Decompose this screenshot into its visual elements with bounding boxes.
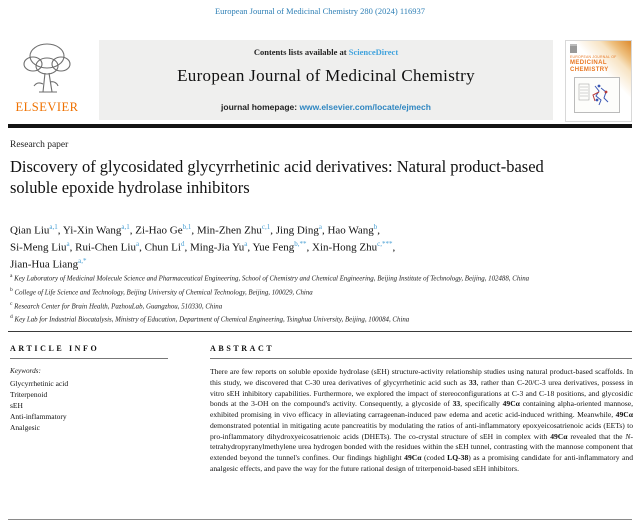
author-separator: , <box>392 241 396 254</box>
author-name: Zi-Hao Ge <box>135 224 183 237</box>
author-separator: , <box>306 241 313 254</box>
article-type-label: Research paper <box>10 140 69 150</box>
cover-title-line3: CHEMISTRY <box>570 67 609 73</box>
contents-line-prefix: Contents lists available at <box>253 47 349 57</box>
keyword-item: Glycyrrhetinic acid <box>10 379 69 388</box>
author-name: Min-Zhen Zhu <box>196 224 262 237</box>
affiliation-row <box>10 312 630 326</box>
section-divider-top <box>8 331 632 332</box>
sciencedirect-link[interactable]: ScienceDirect <box>348 47 399 57</box>
elsevier-tree-icon <box>19 40 75 102</box>
keywords-label: Keywords: <box>10 367 41 375</box>
affiliation-list <box>10 271 630 326</box>
author-separator: , <box>139 241 145 254</box>
author-separator: , <box>247 241 253 254</box>
author-separator: , <box>69 241 76 254</box>
author-name: Ming-Jia Yu <box>189 241 245 254</box>
author-superscript: d <box>180 240 185 249</box>
keyword-item: Triterpenoid <box>10 390 48 399</box>
journal-cover-thumbnail <box>565 40 632 122</box>
author-superscript: c,*** <box>377 240 393 249</box>
affiliation-superscript: a <box>10 273 13 279</box>
abstract-text <box>210 367 633 475</box>
affiliation-superscript: b <box>10 286 13 293</box>
affiliation-text: Key Laboratory of Medicinal Molecule Science and Pharmaceutical Engineering, School of Chemistry and Chemical Engineering, Beijing Institute of Technology, Beijing, 102488, China <box>12 275 530 283</box>
author-superscript: a <box>135 240 140 249</box>
affiliation-superscript: c <box>10 300 13 307</box>
author-name: Jing Ding <box>275 224 319 237</box>
author-name: Hao Wang <box>327 224 374 237</box>
abstract-segment: containing alpha-oriented mannose, exhibited promising in vivo efficacy in alleviating carrageenan-induced paw edema and acetic acid-induced writhing. Meanwhile, <box>210 399 633 419</box>
journal-homepage-link[interactable]: www.elsevier.com/locate/ejmech <box>299 102 431 112</box>
abstract-segment: 33 <box>468 377 477 387</box>
affiliation-row <box>10 271 630 285</box>
author-separator: , <box>57 224 63 237</box>
article-title: Discovery of glycosidated glycyrrhetinic acid derivatives: Natural product-based soluble epoxide hydrolase inhibitors <box>10 157 544 197</box>
header-divider-bar <box>8 124 632 128</box>
affiliation-text: Key Lab for Industrial Biocatalysis, Ministry of Education, Department of Chemical Engineering, Tsinghua University, Beijing, 100084, China <box>12 316 410 324</box>
abstract-segment: N <box>625 431 631 441</box>
author-separator: , <box>129 224 136 237</box>
affiliation-row <box>10 285 630 299</box>
abstract-segment: -tetrahydropyranylmethylene urea hydrogen bonded with the residues within the sEH tunnel, contrasting with the mannose component that extended beyond the tunnel's confines. Our findings highlight <box>210 431 633 462</box>
author-superscript: a,1 <box>121 223 130 231</box>
abstract-segment: There are few reports on soluble epoxide hydrolase (sEH) structure-activity relationship studies using natural product-based scaffolds. In this study, we discovered that C-30 urea derivatives of glycyrrhetinic acid such as <box>210 367 633 387</box>
abstract-segment: 33 <box>452 399 461 409</box>
contents-line <box>99 47 553 57</box>
author-separator: , <box>377 224 380 237</box>
affiliation-text: Research Center for Brain Health, PazhouLab, Guangzhou, 510330, China <box>12 302 223 310</box>
abstract-heading: ABSTRACT <box>210 344 275 353</box>
journal-title: European Journal of Medicinal Chemistry <box>177 66 475 85</box>
elsevier-logo <box>10 40 84 122</box>
affiliation-superscript: d <box>10 314 13 321</box>
journal-header-box <box>99 40 553 120</box>
author-name: Yue Feng <box>252 241 295 254</box>
author-superscript: b,1 <box>182 223 192 231</box>
cover-title-line2: MEDICINAL <box>570 60 607 66</box>
abstract-underline <box>210 358 632 359</box>
author-name: Si-Meng Liu <box>10 241 67 254</box>
cover-mini-logo-icon <box>570 44 577 53</box>
author-separator: , <box>184 241 190 254</box>
author-superscript: a,* <box>78 257 87 266</box>
homepage-line <box>99 102 553 112</box>
keyword-item: Anti-inflammatory <box>10 412 67 421</box>
section-divider-bottom <box>8 519 632 520</box>
molecule-graphic-icon <box>575 78 619 112</box>
author-name: Jian-Hua Liang <box>10 258 79 271</box>
homepage-prefix: journal homepage: <box>221 102 300 112</box>
keyword-item: Analgesic <box>10 423 40 432</box>
author-superscript: a <box>66 240 70 249</box>
abstract-segment: 49Cα <box>404 453 422 462</box>
author-list <box>10 221 630 272</box>
abstract-segment: , rather than C-20/C-3 urea derivatives, possess in vitro sEH inhibitory capabilities. Furthermore, we explored the impact of stereoconfigurations at C-3 and C-18 positions, and glycosidic bonds at the 3-OH on the compound's activity. Consequently, a glycoside of <box>210 377 633 409</box>
author-name: Xin-Hong Zhu <box>312 241 378 254</box>
article-info-underline <box>10 358 168 359</box>
author-name: Rui-Chen Liu <box>75 241 136 254</box>
abstract-segment: demonstrated potential in mitigating acute pancreatitis by modulating the ratios of anti-inflammatory epoxyeicosatrienoic acids (EETs) to pro-inflammatory dihydroxyeicosatrienoic acids (DHETs). The co-crystal structure of sEH in complex with <box>210 420 633 441</box>
author-superscript: a <box>318 223 322 231</box>
abstract-segment: (coded <box>421 453 448 462</box>
abstract-segment: LQ-38 <box>447 453 469 462</box>
author-name: Chun Li <box>144 241 181 254</box>
author-separator: , <box>191 224 197 237</box>
abstract-segment: revealed that the <box>567 431 626 441</box>
article-info-heading: ARTICLE INFO <box>10 344 100 353</box>
author-superscript: b <box>373 223 378 231</box>
abstract-segment: 49Cα <box>615 410 633 419</box>
abstract-segment: , specifically <box>460 399 503 409</box>
author-name: Qian Liu <box>10 224 50 237</box>
author-superscript: a,1 <box>49 223 58 231</box>
affiliation-text: College of Life Science and Technology, Beijing University of Chemical Technology, Beijing, 100029, China <box>12 289 313 297</box>
author-separator: , <box>321 224 328 237</box>
cover-molecule-image <box>574 77 620 113</box>
author-name: Yi-Xin Wang <box>62 224 122 237</box>
author-superscript: c,1 <box>261 223 271 231</box>
abstract-segment: ) as a promising candidate for anti-inflammatory and analgesic effects, and pave the way for the future rational design of triterpenoid-based sEH inhibitors. <box>210 453 633 473</box>
abstract-segment: 49Cα <box>550 431 568 441</box>
keyword-item: sEH <box>10 401 23 410</box>
author-superscript: b,** <box>294 240 307 249</box>
abstract-segment: 49Cα <box>502 399 520 409</box>
author-separator: , <box>270 224 276 237</box>
author-superscript: a <box>244 240 248 249</box>
elsevier-wordmark: ELSEVIER <box>15 100 79 114</box>
cover-title-line1: EUROPEAN JOURNAL OF <box>570 55 617 59</box>
affiliation-row <box>10 299 630 313</box>
journal-citation: European Journal of Medicinal Chemistry 280 (2024) 116937 <box>214 6 426 16</box>
keywords-list <box>10 378 68 433</box>
